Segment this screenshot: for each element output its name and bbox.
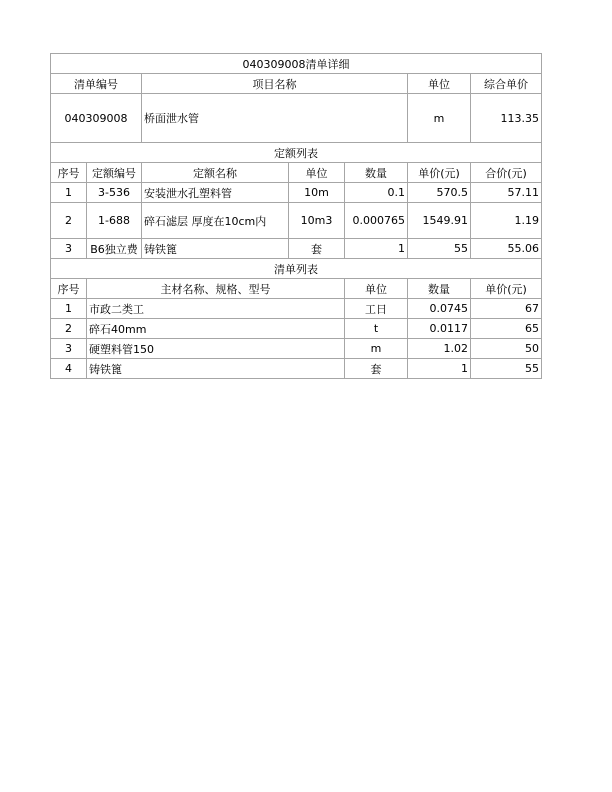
cell-quota-code: B6独立费 [87, 239, 142, 259]
cell-unit: m [345, 339, 408, 359]
cell-quota-name: 安装泄水孔塑料管 [142, 183, 289, 203]
cell-unit: 工日 [345, 299, 408, 319]
cell-total-price: 57.11 [471, 183, 542, 203]
cell-unit: 10m3 [289, 203, 345, 239]
table-row [51, 183, 542, 203]
column-header: 单位 [345, 279, 408, 299]
cell-unit: 套 [345, 359, 408, 379]
detail-table [50, 53, 542, 379]
column-header: 定额名称 [142, 163, 289, 183]
cell-unit-price: 1549.91 [408, 203, 471, 239]
column-header: 定额编号 [87, 163, 142, 183]
table-row [51, 299, 542, 319]
cell-total-price: 1.19 [471, 203, 542, 239]
unit-label: 单位 [408, 74, 471, 94]
title-row [51, 54, 542, 74]
cell-quantity: 0.0745 [408, 299, 471, 319]
material-header-row [51, 279, 542, 299]
cell-material-name: 硬塑料管150 [87, 339, 345, 359]
item-row [51, 94, 542, 143]
item-unit: m [408, 94, 471, 143]
column-header: 序号 [51, 279, 87, 299]
cell-quantity: 1 [408, 359, 471, 379]
cell-quota-name: 碎石滤层 厚度在10cm内 [142, 203, 289, 239]
material-section-title: 清单列表 [51, 259, 542, 279]
material-section-title-row [51, 259, 542, 279]
column-header: 主材名称、规格、型号 [87, 279, 345, 299]
cell-index: 3 [51, 339, 87, 359]
item-code: 040309008 [51, 94, 142, 143]
table-row [51, 203, 542, 239]
column-header: 单价(元) [471, 279, 542, 299]
table-row [51, 359, 542, 379]
quota-section-title-row [51, 143, 542, 163]
cell-material-name: 市政二类工 [87, 299, 345, 319]
quota-section-title: 定额列表 [51, 143, 542, 163]
column-header: 数量 [408, 279, 471, 299]
cell-unit-price: 570.5 [408, 183, 471, 203]
cell-index: 2 [51, 203, 87, 239]
header-row [51, 74, 542, 94]
cell-unit: 10m [289, 183, 345, 203]
cell-material-name: 铸铁篦 [87, 359, 345, 379]
cell-index: 3 [51, 239, 87, 259]
cell-unit-price: 65 [471, 319, 542, 339]
cell-index: 1 [51, 299, 87, 319]
item-name: 桥面泄水管 [142, 94, 408, 143]
item-price: 113.35 [471, 94, 542, 143]
code-label: 清单编号 [51, 74, 142, 94]
table-row [51, 319, 542, 339]
cell-quantity: 1 [345, 239, 408, 259]
cell-index: 1 [51, 183, 87, 203]
cell-quantity: 0.0117 [408, 319, 471, 339]
cell-quota-code: 3-536 [87, 183, 142, 203]
quota-header-row [51, 163, 542, 183]
table-row [51, 339, 542, 359]
name-label: 项目名称 [142, 74, 408, 94]
cell-index: 2 [51, 319, 87, 339]
cell-unit-price: 55 [408, 239, 471, 259]
cell-quota-code: 1-688 [87, 203, 142, 239]
cell-quantity: 1.02 [408, 339, 471, 359]
cell-quantity: 0.000765 [345, 203, 408, 239]
cell-total-price: 55.06 [471, 239, 542, 259]
cell-unit: t [345, 319, 408, 339]
column-header: 数量 [345, 163, 408, 183]
cell-unit-price: 55 [471, 359, 542, 379]
cell-quota-name: 铸铁篦 [142, 239, 289, 259]
page-title: 040309008清单详细 [51, 54, 542, 74]
cell-unit: 套 [289, 239, 345, 259]
table-row [51, 239, 542, 259]
column-header: 单价(元) [408, 163, 471, 183]
cell-index: 4 [51, 359, 87, 379]
column-header: 单位 [289, 163, 345, 183]
column-header: 序号 [51, 163, 87, 183]
cell-unit-price: 67 [471, 299, 542, 319]
column-header: 合价(元) [471, 163, 542, 183]
cell-quantity: 0.1 [345, 183, 408, 203]
price-label: 综合单价 [471, 74, 542, 94]
cell-unit-price: 50 [471, 339, 542, 359]
cell-material-name: 碎石40mm [87, 319, 345, 339]
